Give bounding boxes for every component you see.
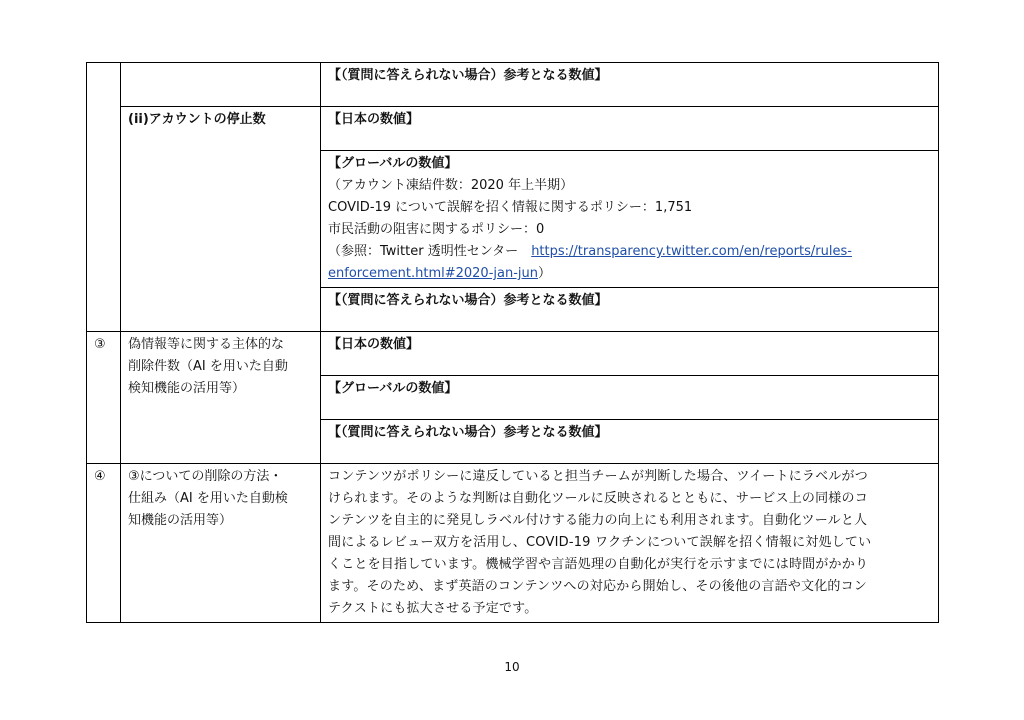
item-label: (ii)アカウントの停止数 — [128, 112, 266, 127]
reference-value-label: 【（質問に答えられない場合）参考となる数値】 — [328, 293, 608, 308]
table-row — [87, 107, 939, 151]
item-label-line: 知機能の活用等） — [128, 513, 233, 528]
transparency-link[interactable]: https://transparency.twitter.com/en/reports/rules- — [531, 244, 852, 259]
item-label-line: 偽情報等に関する主体的な — [128, 337, 285, 352]
number-cell-empty — [87, 63, 121, 332]
method-description-line: コンテンツがポリシーに違反していると担当チームが判断した場合、ツイートにラベルがつ — [328, 469, 868, 484]
row-number-3 — [87, 332, 121, 464]
japan-value-cell — [321, 332, 939, 376]
reference-value-cell — [321, 288, 939, 332]
reference-value-cell — [321, 63, 939, 107]
row-number-label: ④ — [94, 469, 106, 484]
method-description-line: くことを目指しています。機械学習や言語処理の自動化が実行を示すまでには時間がかかり — [328, 557, 869, 572]
item-label-line: 削除件数（AI を用いた自動 — [128, 359, 288, 374]
reference-value-cell — [321, 420, 939, 464]
global-value-cell — [321, 151, 939, 288]
method-description-line: ンテンツを自主的に発見しラベル付けする能力の向上にも利用されます。自動化ツールと人 — [328, 513, 868, 528]
global-value-label: 【グローバルの数値】 — [328, 156, 458, 171]
japan-value-cell — [321, 107, 939, 151]
global-value-label: 【グローバルの数値】 — [328, 381, 458, 396]
reference-value-label: 【（質問に答えられない場合）参考となる数値】 — [328, 425, 608, 440]
reference-source-line-2 — [328, 263, 931, 285]
method-description-line: 間によるレビュー双方を活用し、COVID-19 ワクチンについて誤解を招く情報に対処してい — [328, 535, 872, 550]
table-row — [87, 332, 939, 376]
global-value-cell — [321, 376, 939, 420]
global-civic-policy-count: 市民活動の阻害に関するポリシー：0 — [328, 222, 545, 237]
reference-source-prefix: （参照：Twitter 透明性センター — [328, 244, 532, 259]
global-note-period: （アカウント凍結件数：2020 年上半期） — [328, 178, 574, 193]
page-number: 10 — [504, 660, 520, 674]
row-number-4 — [87, 464, 121, 623]
questionnaire-table — [86, 62, 939, 623]
item-account-suspensions — [121, 107, 321, 332]
method-description-line: テクストにも拡大させる予定です。 — [328, 601, 538, 616]
item-label-line: 仕組み（AI を用いた自動検 — [128, 491, 288, 506]
method-description-line: ます。そのため、まず英語のコンテンツへの対応から開始し、その後他の言語や文化的コン — [328, 579, 867, 594]
row-number-label: ③ — [94, 337, 106, 352]
japan-value-label: 【日本の数値】 — [328, 337, 420, 352]
item-deletion-method — [121, 464, 321, 623]
global-covid-policy-count: COVID-19 について誤解を招く情報に関するポリシー：1,751 — [328, 200, 693, 215]
transparency-link-continued[interactable]: enforcement.html#2020-jan-jun — [328, 266, 538, 281]
reference-value-label: 【（質問に答えられない場合）参考となる数値】 — [328, 68, 608, 83]
item-label-line: ③についての削除の方法・ — [128, 469, 283, 484]
table-row — [87, 464, 939, 623]
reference-source-suffix: ） — [537, 266, 551, 281]
item-cell-empty — [121, 63, 321, 107]
japan-value-label: 【日本の数値】 — [328, 112, 420, 127]
table-row — [87, 63, 939, 107]
reference-source-line — [328, 241, 931, 263]
item-proactive-deletions — [121, 332, 321, 464]
method-description-line: けられます。そのような判断は自動化ツールに反映されるとともに、サービス上の同様のコ — [328, 491, 868, 506]
method-description-cell — [321, 464, 939, 623]
item-label-line: 検知機能の活用等） — [128, 381, 246, 396]
